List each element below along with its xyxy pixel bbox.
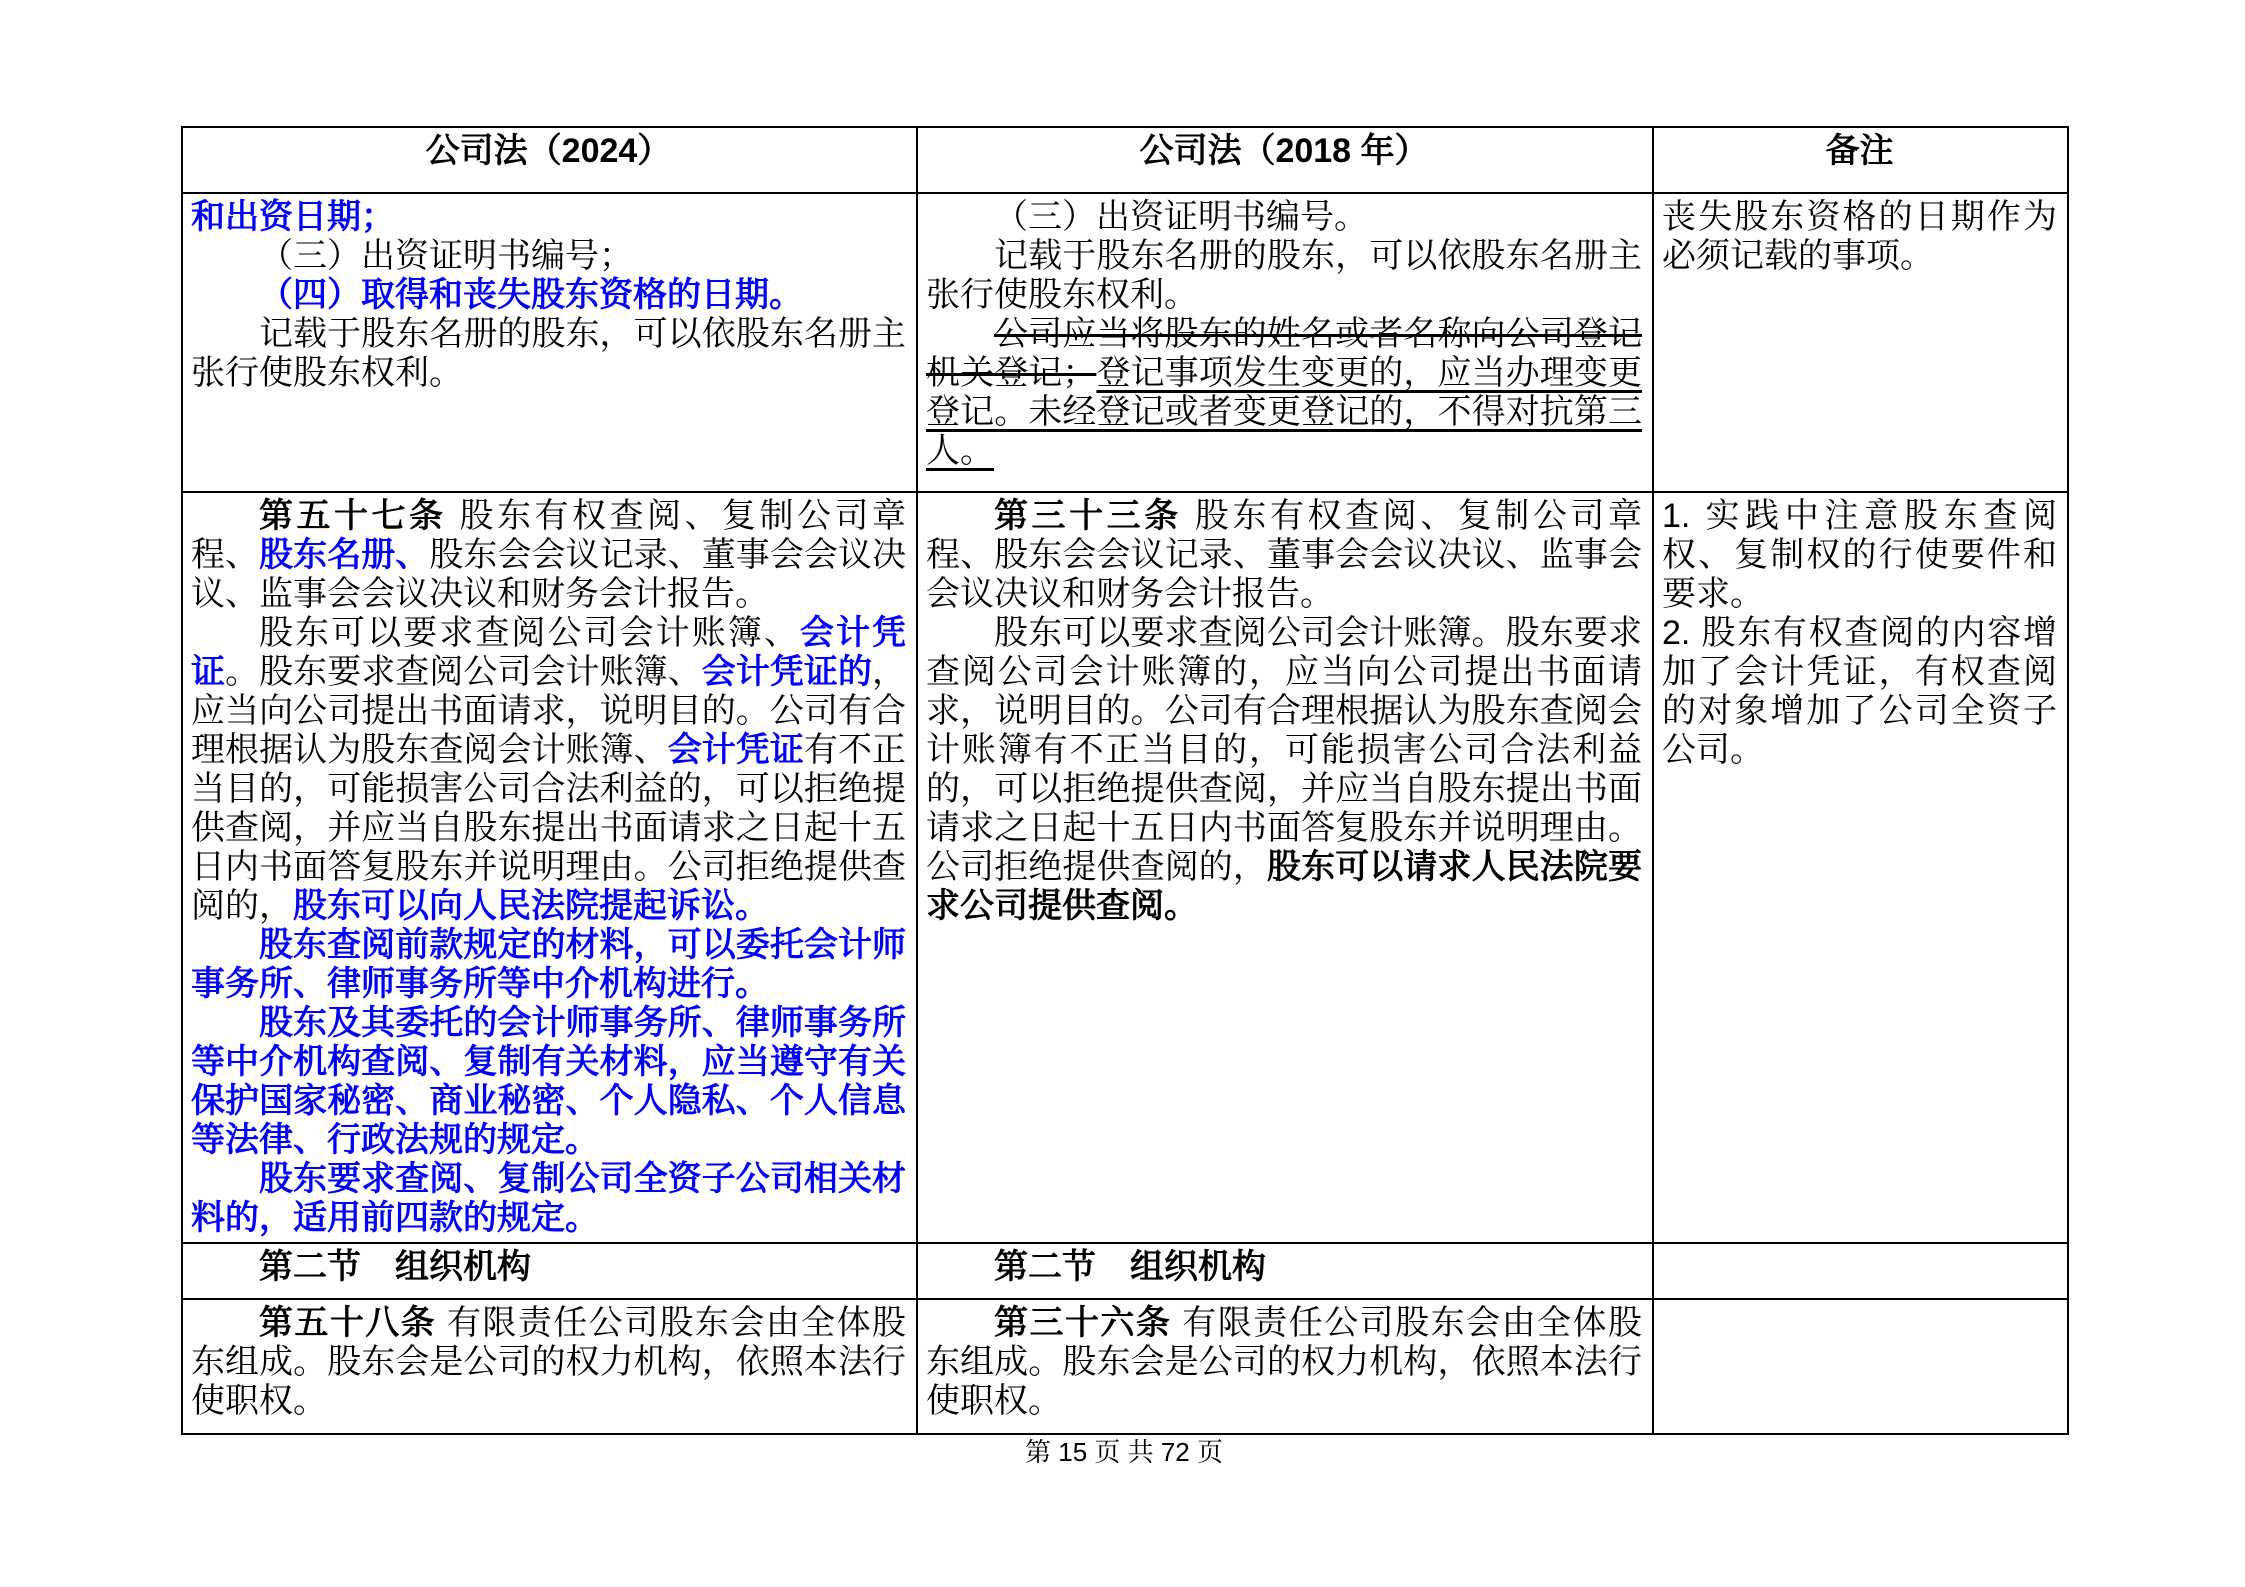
paragraph [191, 1304, 906, 1421]
text-segment: 记载于股东名册的股东，可以依股东名册主张行使股东权利。 [191, 315, 906, 392]
paragraph [191, 198, 906, 237]
cell-row3-law2018 [917, 1243, 1653, 1299]
text-segment: 股东有权查阅、复制公司章程、 [191, 497, 906, 574]
text-segment: 第三十三条 [994, 497, 1182, 535]
text-segment: 股东要求查阅、复制公司全资子公司相关材料的，适用前四款的规定。 [191, 1160, 906, 1237]
paragraph [191, 237, 906, 276]
cell-row3-note [1653, 1243, 2068, 1299]
law-comparison-table [181, 126, 2069, 1435]
text-segment: ，应当向公司提出书面请求，说明目的。公司有合理根据认为股东查阅会计账簿、 [191, 653, 907, 769]
cell-row1-law2018 [917, 193, 1653, 492]
paragraph [191, 614, 906, 926]
text-segment: 1. 实践中注意股东查阅权、复制权的行使要件和要求。 [1662, 497, 2057, 613]
column-header-2018: 公司法（2018 年） [917, 127, 1653, 193]
text-segment: 第二节 组织机构 [994, 1248, 1266, 1286]
text-segment: 会计凭证 [191, 614, 907, 691]
paragraph [191, 497, 906, 614]
text-segment: 股东有权查阅、复制公司章程、股东会会议记录、董事会会议决议、监事会会议决议和财务会计报告。 [926, 497, 1642, 613]
column-header-notes: 备注 [1653, 127, 2068, 193]
cell-row1-law2024 [182, 193, 917, 492]
text-segment: 有限责任公司股东会由全体股东组成。股东会是公司的权力机构，依照本法行使职权。 [926, 1304, 1642, 1420]
text-segment: 记载于股东名册的股东，可以依股东名册主张行使股东权利。 [926, 237, 1642, 314]
paragraph [926, 1248, 1642, 1287]
table-row [182, 1243, 2068, 1299]
text-segment: 公司应当将股东的姓名或者名称向公司登记机关登记； [926, 315, 1642, 392]
paragraph [926, 198, 1642, 237]
text-segment: 会计凭证 [667, 731, 804, 769]
paragraph [926, 497, 1642, 614]
text-segment: 丧失股东资格的日期作为必须记载的事项。 [1662, 198, 2057, 275]
text-segment: 第二节 组织机构 [259, 1248, 531, 1286]
text-segment: 股东可以要求查阅公司会计账簿、 [259, 614, 800, 652]
paragraph [926, 614, 1642, 926]
text-segment: （三）出资证明书编号； [259, 237, 633, 275]
text-segment: 股东可以要求查阅公司会计账簿。股东要求查阅公司会计账簿的，应当向公司提出书面请求，说明目的。公司有合理根据认为股东查阅会计账簿有不正当目的，可能损害公司合法利益的，可以拒绝提供查阅，并应当自股东提出书面请求之日起十五日内书面答复股东并说明理由。公司拒绝提供查阅的， [926, 614, 1642, 886]
cell-row4-note [1653, 1299, 2068, 1434]
text-segment: 登记事项发生变更的，应当办理变更登记。未经登记或者变更登记的，不得对抗第三人。 [926, 354, 1643, 470]
cell-row3-law2024 [182, 1243, 917, 1299]
cell-row4-law2018 [917, 1299, 1653, 1434]
text-segment: 2. 股东有权查阅的内容增加了会计凭证，有权查阅的对象增加了公司全资子公司。 [1662, 614, 2057, 769]
text-segment: 第五十七条 [259, 497, 447, 535]
text-segment: 和出资日期； [191, 198, 395, 236]
paragraph [926, 315, 1642, 471]
column-header-2024: 公司法（2024） [182, 127, 917, 193]
paragraph [1662, 497, 2057, 614]
text-segment: 股东可以向人民法院提起诉讼。 [293, 887, 769, 925]
paragraph [1662, 198, 2057, 276]
paragraph [191, 1004, 906, 1160]
cell-row2-law2018 [917, 492, 1653, 1243]
paragraph [191, 1248, 906, 1287]
paragraph [926, 237, 1642, 315]
text-segment: 会计凭证的 [701, 653, 873, 691]
table-row [182, 193, 2068, 492]
cell-row2-note [1653, 492, 2068, 1243]
text-segment: 。股东要求查阅公司会计账簿、 [225, 653, 702, 691]
text-segment: 第五十八条 [259, 1304, 437, 1342]
text-segment: 股东查阅前款规定的材料，可以委托会计师事务所、律师事务所等中介机构进行。 [191, 926, 906, 1003]
table-row [182, 492, 2068, 1243]
text-segment: 第三十六条 [994, 1304, 1172, 1342]
cell-row2-law2024 [182, 492, 917, 1243]
cell-row4-law2024 [182, 1299, 917, 1434]
paragraph [191, 276, 906, 315]
paragraph [191, 315, 906, 393]
table-row [182, 1299, 2068, 1434]
paragraph [191, 926, 906, 1004]
text-segment: 股东可以请求人民法院要求公司提供查阅。 [926, 848, 1642, 925]
page-footer: 第 15 页 共 72 页 [1025, 1437, 1223, 1467]
header-row [182, 127, 2068, 193]
text-segment: （四）取得和丧失股东资格的日期。 [259, 276, 803, 314]
text-segment: 有限责任公司股东会由全体股东组成。股东会是公司的权力机构，依照本法行使职权。 [191, 1304, 907, 1420]
text-segment: 股东及其委托的会计师事务所、律师事务所等中介机构查阅、复制有关材料，应当遵守有关保护国家秘密、商业秘密、个人隐私、个人信息等法律、行政法规的规定。 [191, 1004, 906, 1159]
paragraph [1662, 614, 2057, 770]
cell-row1-note [1653, 193, 2068, 492]
paragraph [191, 1160, 906, 1238]
text-segment: 股东名册、 [259, 536, 430, 574]
text-segment: 有不正当目的，可能损害公司合法利益的，可以拒绝提供查阅，并应当自股东提出书面请求之日起十五日内书面答复股东并说明理由。公司拒绝提供查阅的， [191, 731, 907, 925]
text-segment: 股东会会议记录、董事会会议决议、监事会会议决议和财务会计报告。 [191, 536, 907, 613]
text-segment: （三）出资证明书编号。 [994, 198, 1368, 236]
law-comparison-document [181, 126, 2069, 1435]
paragraph [926, 1304, 1642, 1421]
